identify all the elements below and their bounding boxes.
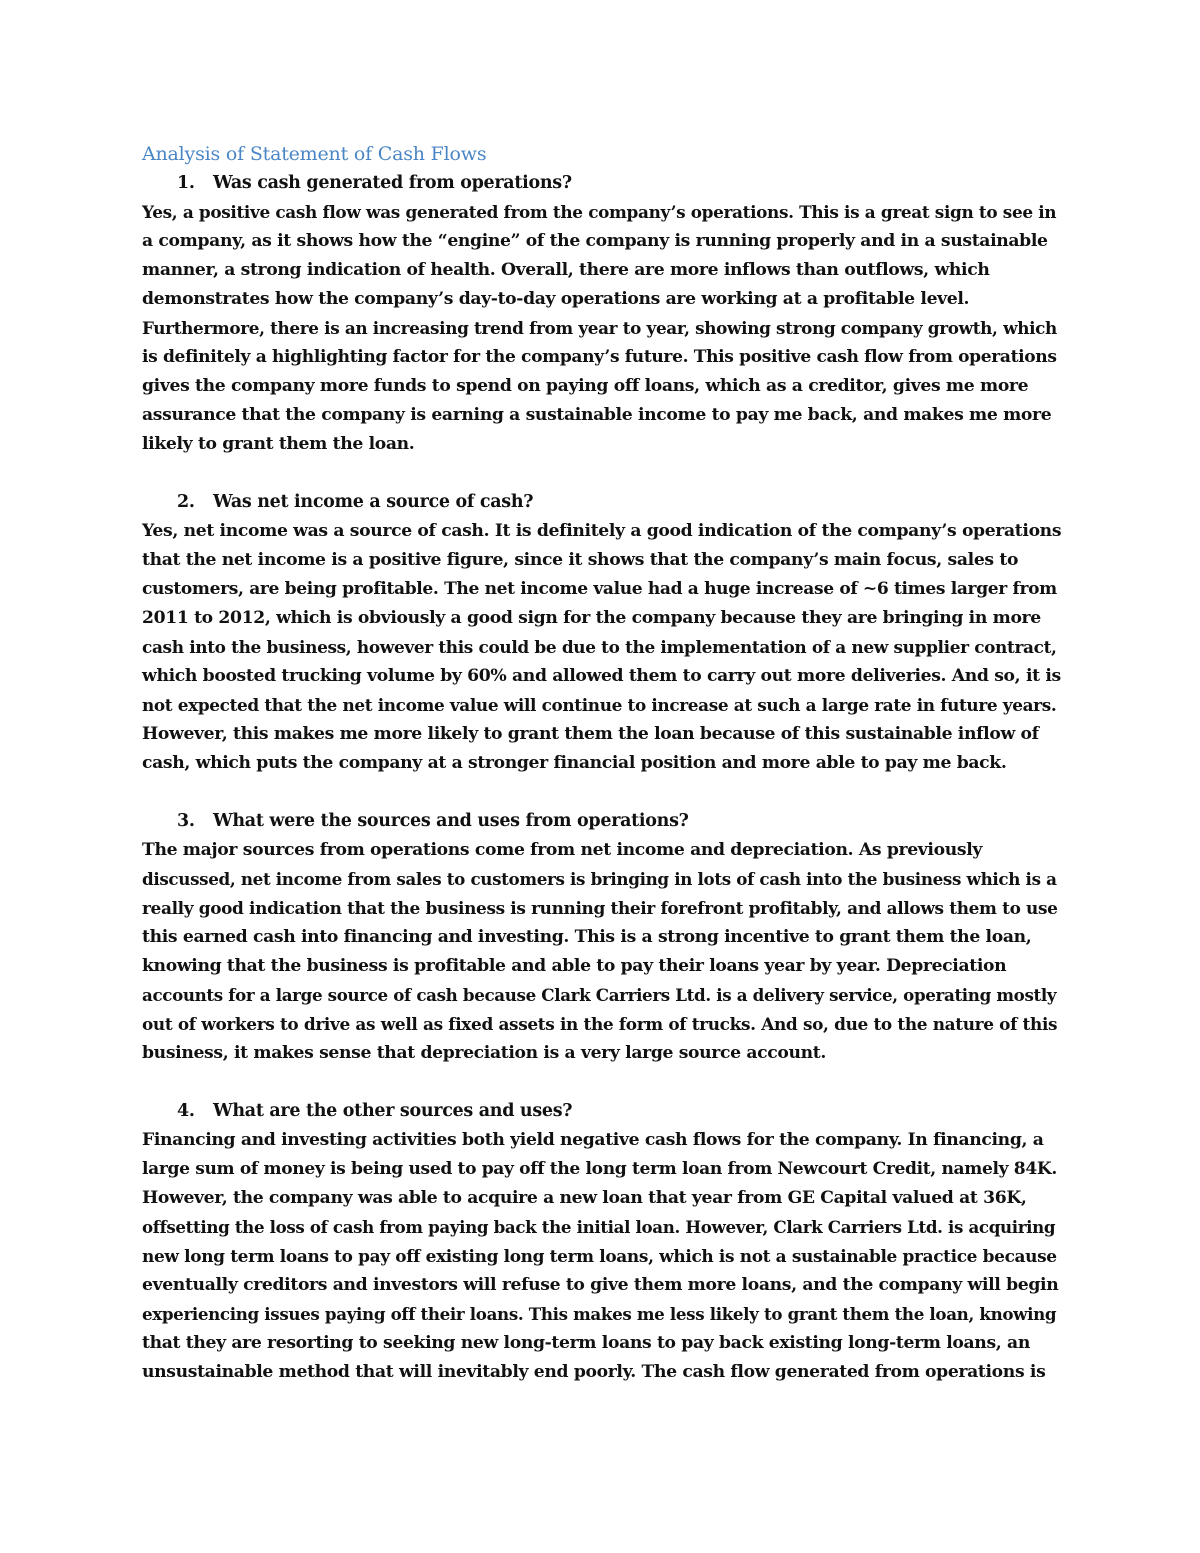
question-3	[142, 807, 1062, 836]
question-text: What are the other sources and uses?	[213, 1101, 573, 1121]
answer-4	[142, 1126, 1062, 1387]
answer-line: offsetting the loss of cash from paying back the initial loan. However, Clark Carriers Ltd. is acquiring	[142, 1217, 1056, 1237]
question-number: 3.	[177, 811, 195, 831]
answer-line: discussed, net income from sales to customers is bringing in lots of cash into the business which is a	[142, 869, 1057, 889]
answer-line: knowing that the business is profitable and able to pay their loans year by year. Depreciation	[142, 956, 1007, 976]
answer-line: However, this makes me more likely to grant them the loan because of this sustainable inflow of	[142, 724, 1039, 744]
answer-line: Furthermore, there is an increasing trend from year to year, showing strong company growth, which	[142, 318, 1057, 338]
question-text: Was net income a source of cash?	[213, 492, 534, 512]
section-1	[142, 169, 1062, 459]
answer-2	[142, 517, 1062, 778]
answer-line: However, the company was able to acquire a new loan that year from GE Capital valued at 36K,	[142, 1188, 1027, 1208]
answer-line: that they are resorting to seeking new long-term loans to pay back existing long-term loans, an	[142, 1333, 1030, 1353]
answer-line: likely to grant them the loan.	[142, 434, 415, 454]
answer-line: that the net income is a positive figure, since it shows that the company’s main focus, sales to	[142, 550, 1019, 570]
answer-line: unsustainable method that will inevitably end poorly. The cash flow generated from operations is	[142, 1362, 1046, 1382]
answer-line: cash, which puts the company at a stronger financial position and more able to pay me back.	[142, 753, 1007, 773]
paragraph-gap	[142, 459, 1062, 488]
answer-line: business, it makes sense that depreciation is a very large source account.	[142, 1043, 826, 1063]
section-3	[142, 807, 1062, 1068]
answer-line: this earned cash into financing and investing. This is a strong incentive to grant them the loan,	[142, 927, 1032, 947]
answer-line: manner, a strong indication of health. Overall, there are more inflows than outflows, which	[142, 260, 990, 280]
answer-line: The major sources from operations come from net income and depreciation. As previously	[142, 840, 983, 860]
answer-line: is definitely a highlighting factor for the company’s future. This positive cash flow from operations	[142, 347, 1057, 367]
answer-line: gives the company more funds to spend on paying off loans, which as a creditor, gives me more	[142, 376, 1029, 396]
question-2	[142, 488, 1062, 517]
answer-line: Yes, a positive cash flow was generated from the company’s operations. This is a great sign to see in	[142, 202, 1057, 222]
question-number: 4.	[177, 1101, 195, 1121]
section-2	[142, 488, 1062, 778]
answer-line: accounts for a large source of cash because Clark Carriers Ltd. is a delivery service, operating mostly	[142, 985, 1057, 1005]
answer-line: new long term loans to pay off existing long term loans, which is not a sustainable practice because	[142, 1246, 1057, 1266]
paragraph-gap	[142, 1068, 1062, 1097]
answer-line: Yes, net income was a source of cash. It is definitely a good indication of the company’s operations	[142, 521, 1062, 541]
answer-line: a company, as it shows how the “engine” of the company is running properly and in a sustainable	[142, 231, 1048, 251]
document-title: Analysis of Statement of Cash Flows	[142, 143, 487, 165]
answer-line: out of workers to drive as well as fixed assets in the form of trucks. And so, due to the nature of this	[142, 1014, 1058, 1034]
question-number: 2.	[177, 492, 195, 512]
question-number: 1.	[177, 173, 195, 193]
answer-line: large sum of money is being used to pay off the long term loan from Newcourt Credit, namely 84K.	[142, 1159, 1057, 1179]
document-page	[142, 140, 1062, 1387]
question-text: What were the sources and uses from operations?	[213, 811, 689, 831]
section-4	[142, 1097, 1062, 1387]
answer-line: 2011 to 2012, which is obviously a good sign for the company because they are bringing in more	[142, 608, 1041, 628]
answer-line: demonstrates how the company’s day-to-day operations are working at a profitable level.	[142, 289, 970, 309]
answer-line: which boosted trucking volume by 60% and allowed them to carry out more deliveries. And so, it is	[142, 666, 1061, 686]
question-4	[142, 1097, 1062, 1126]
answer-line: Financing and investing activities both yield negative cash flows for the company. In financing, a	[142, 1130, 1044, 1150]
answer-line: not expected that the net income value will continue to increase at such a large rate in future years.	[142, 695, 1057, 715]
answer-line: cash into the business, however this could be due to the implementation of a new supplier contract,	[142, 637, 1057, 657]
question-text: Was cash generated from operations?	[213, 173, 572, 193]
answer-line: customers, are being profitable. The net income value had a huge increase of ~6 times larger from	[142, 579, 1057, 599]
answer-1	[142, 198, 1062, 459]
answer-line: eventually creditors and investors will refuse to give them more loans, and the company will begin	[142, 1275, 1059, 1295]
answer-line: really good indication that the business is running their forefront profitably, and allows them to use	[142, 898, 1058, 918]
answer-line: experiencing issues paying off their loans. This makes me less likely to grant them the loan, knowing	[142, 1304, 1057, 1324]
question-1	[142, 169, 1062, 198]
answer-3	[142, 836, 1062, 1068]
answer-line: assurance that the company is earning a sustainable income to pay me back, and makes me more	[142, 405, 1052, 425]
paragraph-gap	[142, 778, 1062, 807]
